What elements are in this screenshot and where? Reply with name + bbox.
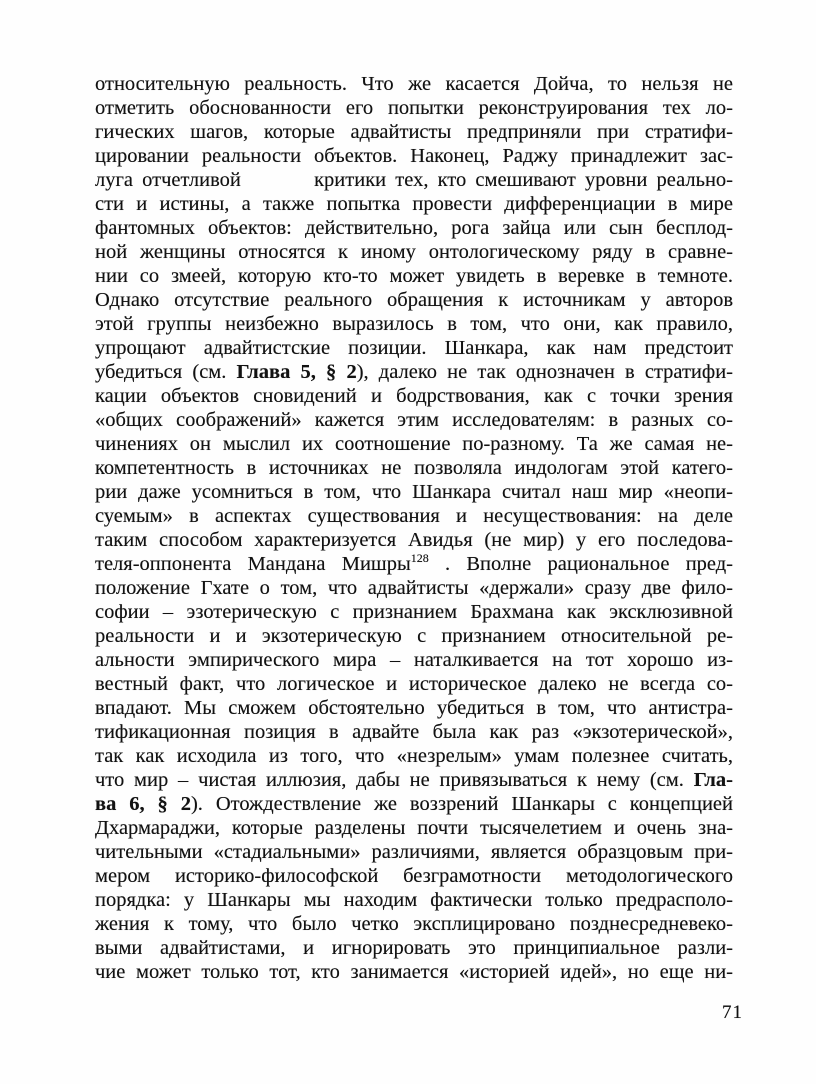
text-line xyxy=(95,144,733,168)
text-segment: луга отчетливой критики тех, кто смешивают уровни реально- xyxy=(95,169,733,191)
text-segment: чие может только тот, кто занимается «историей идей», но еще ни- xyxy=(95,961,733,983)
text-line xyxy=(95,552,733,576)
text-segment: нии со змеей, которую кто-то может увидеть в веревке в темноте. xyxy=(95,265,733,287)
text-line xyxy=(95,600,733,624)
text-line xyxy=(95,648,733,672)
text-line xyxy=(95,936,733,960)
text-line xyxy=(95,840,733,864)
text-line xyxy=(95,432,733,456)
text-segment: кации объектов сновидений и бодрствования, как с точки зрения xyxy=(95,385,733,407)
text-line xyxy=(95,792,733,816)
text-segment: рии даже усомниться в том, что Шанкара считал наш мир «неопи- xyxy=(95,481,733,503)
text-line xyxy=(95,624,733,648)
text-segment: отметить обоснованности его попытки реконструирования тех ло- xyxy=(95,97,733,119)
text-line xyxy=(95,192,733,216)
text-segment: Однако отсутствие реального обращения к источникам у авторов xyxy=(95,289,733,311)
text-line xyxy=(95,672,733,696)
text-segment: альности эмпирического мира – наталкивается на тот хорошо из- xyxy=(95,649,733,671)
text-line xyxy=(95,864,733,888)
text-line xyxy=(95,240,733,264)
text-segment: Дхармараджи, которые разделены почти тысячелетием и очень зна- xyxy=(95,817,733,839)
text-segment: относительную реальность. Что же касается Дойча, то нельзя не xyxy=(95,73,733,95)
text-line xyxy=(95,288,733,312)
chapter-reference: Гла- xyxy=(693,769,733,791)
text-line xyxy=(95,168,733,192)
text-segment: чинениях он мыслил их соотношение по-разному. Та же самая не- xyxy=(95,433,733,455)
text-line xyxy=(95,768,733,792)
text-line xyxy=(95,384,733,408)
text-line xyxy=(95,744,733,768)
text-line xyxy=(95,216,733,240)
text-segment: впадают. Мы сможем обстоятельно убедиться в том, что антистра- xyxy=(95,697,733,719)
text-segment: теля-оппонента Мандана Мишры xyxy=(95,553,411,575)
text-segment: выми адвайтистами, и игнорировать это принципиальное разли- xyxy=(95,937,733,959)
text-segment: упрощают адвайтистские позиции. Шанкара, как нам предстоит xyxy=(95,337,733,359)
text-line xyxy=(95,816,733,840)
text-segment: таким способом характеризуется Авидья (не мир) у его последова- xyxy=(95,529,733,551)
text-line xyxy=(95,408,733,432)
text-line xyxy=(95,696,733,720)
text-line xyxy=(95,960,733,984)
text-segment: так как исходила из того, что «незрелым» умам полезнее считать, xyxy=(95,745,733,767)
text-line xyxy=(95,480,733,504)
chapter-reference: Глава 5, § 2 xyxy=(236,361,357,383)
footnote-ref: 128 xyxy=(410,551,429,566)
page-number: 71 xyxy=(722,1002,743,1023)
text-segment: положение Гхате о том, что адвайтисты «держали» сразу две фило- xyxy=(95,577,733,599)
text-segment: ), далеко не так однозначен в стратифи- xyxy=(356,361,733,383)
text-segment: что мир – чистая иллюзия, дабы не привязываться к нему (см. xyxy=(95,769,694,791)
chapter-reference: ва 6, § 2 xyxy=(95,793,191,815)
text-line xyxy=(95,264,733,288)
text-line xyxy=(95,96,733,120)
text-segment: «общих соображений» кажется этим исследователям: в разных со- xyxy=(95,409,733,431)
text-segment: компетентность в источниках не позволяла индологам этой катего- xyxy=(95,457,733,479)
text-segment: реальности и и экзотерическую с признанием относительной ре- xyxy=(95,625,733,647)
text-segment: суемым» в аспектах существования и несуществования: на деле xyxy=(95,505,733,527)
text-segment: цировании реальности объектов. Наконец, Раджу принадлежит зас- xyxy=(95,145,733,167)
text-segment: жения к тому, что было четко эксплицировано позднесредневеко- xyxy=(95,913,733,935)
text-line xyxy=(95,528,733,552)
text-segment: гических шагов, которые адвайтисты предприняли при стратифи- xyxy=(95,121,733,143)
text-line xyxy=(95,888,733,912)
text-line xyxy=(95,336,733,360)
text-segment: фантомных объектов: действительно, рога зайца или сын бесплод- xyxy=(95,217,733,239)
text-line xyxy=(95,72,733,96)
text-segment: этой группы неизбежно выразилось в том, что они, как правило, xyxy=(95,313,733,335)
text-line xyxy=(95,720,733,744)
text-line xyxy=(95,576,733,600)
text-segment: сти и истины, а также попытка провести дифференциации в мире xyxy=(95,193,733,215)
text-segment: вестный факт, что логическое и историческое далеко не всегда со- xyxy=(95,673,733,695)
text-segment: софии – эзотерическую с признанием Брахмана как эксклюзивной xyxy=(95,601,733,623)
text-line xyxy=(95,504,733,528)
text-segment: чительными «стадиальными» различиями, является образцовым при- xyxy=(95,841,733,863)
text-line xyxy=(95,912,733,936)
text-segment: мером историко-философской безграмотности методологического xyxy=(95,865,733,887)
text-segment: . Вполне рациональное пред- xyxy=(428,553,733,575)
text-segment: ной женщины относятся к иному онтологическому ряду в сравне- xyxy=(95,241,733,263)
text-segment: убедиться (см. xyxy=(95,361,237,383)
page-body-text xyxy=(95,72,733,984)
text-line xyxy=(95,456,733,480)
text-segment: ). Отождествление же воззрений Шанкары с концепцией xyxy=(190,793,733,815)
text-line xyxy=(95,312,733,336)
text-segment: тификационная позиция в адвайте была как раз «экзотерической», xyxy=(95,721,733,743)
text-segment: порядка: у Шанкары мы находим фактически только предрасполо- xyxy=(95,889,733,911)
text-line xyxy=(95,120,733,144)
text-line xyxy=(95,360,733,384)
